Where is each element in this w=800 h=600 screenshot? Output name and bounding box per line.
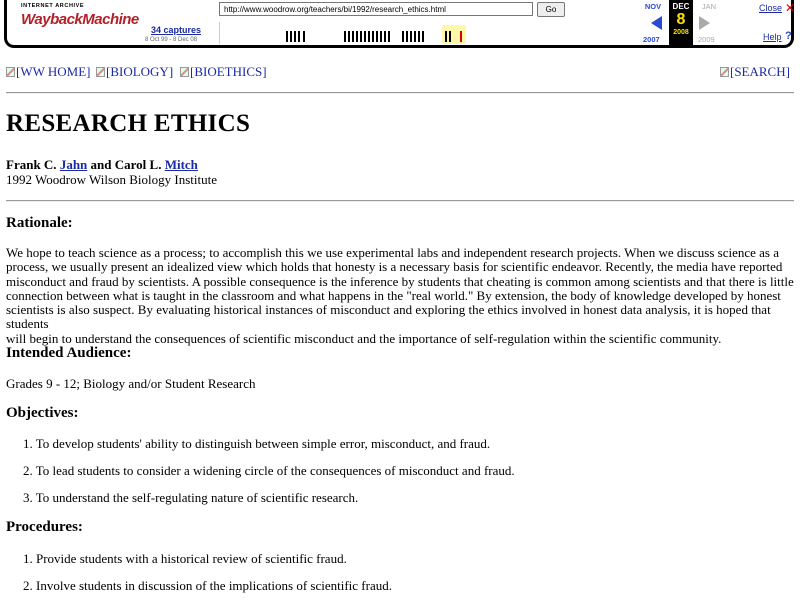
captures-range: 8 Oct 99 - 8 Dec 08 bbox=[145, 37, 198, 43]
institute-line: 1992 Woodrow Wilson Biology Institute bbox=[6, 172, 218, 187]
wayback-toolbar bbox=[4, 0, 794, 48]
timeline-tick[interactable] bbox=[422, 31, 424, 42]
timeline-tick[interactable] bbox=[372, 31, 374, 42]
nav-search-label: [SEARCH] bbox=[730, 64, 790, 79]
objective-item: 2. To lead students to consider a widening circle of the consequences of misconduct and fraud. bbox=[23, 463, 515, 478]
audience-text: Grades 9 - 12; Biology and/or Student Research bbox=[6, 376, 256, 391]
timeline-tick[interactable] bbox=[356, 31, 358, 42]
nav-biology-button[interactable] bbox=[96, 64, 173, 80]
objective-item: 1. To develop students' ability to distinguish between simple error, misconduct, and fraud. bbox=[23, 436, 491, 451]
timeline-tick[interactable] bbox=[376, 31, 378, 42]
next-year: 2009 bbox=[698, 35, 715, 44]
procedures-heading: Procedures: bbox=[6, 519, 83, 535]
logo-top-text: INTERNET ARCHIVE bbox=[21, 3, 85, 9]
close-link[interactable]: Close bbox=[759, 3, 783, 13]
rationale-paragraph bbox=[6, 246, 796, 346]
author1-name: Frank C. bbox=[6, 157, 60, 172]
help-icon[interactable]: ? bbox=[785, 30, 792, 42]
timeline-tick[interactable] bbox=[290, 31, 292, 42]
divider bbox=[6, 92, 794, 94]
timeline-tick[interactable] bbox=[352, 31, 354, 42]
timeline-tick[interactable] bbox=[360, 31, 362, 42]
procedure-item: 2. Involve students in discussion of the implications of scientific fraud. bbox=[23, 578, 392, 593]
help-link[interactable]: Help bbox=[763, 32, 782, 42]
timeline-tick-current[interactable] bbox=[460, 31, 462, 42]
nav-biology-label: [BIOLOGY] bbox=[106, 64, 174, 79]
timeline-tick[interactable] bbox=[410, 31, 412, 42]
timeline-tick[interactable] bbox=[418, 31, 420, 42]
timeline-tick[interactable] bbox=[344, 31, 346, 42]
timeline-tick[interactable] bbox=[406, 31, 408, 42]
timeline-tick[interactable] bbox=[368, 31, 370, 42]
timeline-tick[interactable] bbox=[298, 31, 300, 42]
rationale-line: will begin to understand the consequences of scientific misconduct and the importance of self-regulation within the scientific community. bbox=[6, 330, 722, 346]
close-icon[interactable]: ✕ bbox=[785, 1, 796, 15]
objectives-heading: Objectives: bbox=[6, 405, 79, 421]
timeline-tick[interactable] bbox=[303, 31, 305, 42]
timeline-tick[interactable] bbox=[348, 31, 350, 42]
rationale-line: connection between what is taught in the classroom and what happens in the "real world." By extension, the body of knowledge developed by honest bbox=[6, 287, 781, 303]
broken-image-icon bbox=[180, 67, 189, 77]
divider bbox=[6, 200, 794, 202]
nav-bioethics-label: [BIOETHICS] bbox=[190, 64, 267, 79]
rationale-heading: Rationale: bbox=[6, 215, 73, 231]
current-day: 8 bbox=[676, 11, 686, 28]
audience-heading: Intended Audience: bbox=[6, 345, 132, 361]
author2-link[interactable]: Mitch bbox=[164, 157, 198, 172]
authors-and: and Carol L. bbox=[87, 157, 165, 172]
current-month: DEC bbox=[672, 2, 690, 11]
next-month: JAN bbox=[701, 2, 717, 11]
timeline-tick[interactable] bbox=[449, 31, 451, 42]
current-capture-date bbox=[669, 0, 693, 45]
broken-image-icon bbox=[720, 67, 729, 77]
timeline-tick[interactable] bbox=[364, 31, 366, 42]
timeline-tick[interactable] bbox=[445, 31, 447, 42]
go-button[interactable]: Go bbox=[537, 2, 565, 17]
capture-timeline[interactable] bbox=[219, 22, 630, 44]
timeline-tick[interactable] bbox=[414, 31, 416, 42]
rationale-line: process, we usually present an idealized view which holds that honesty is a necessary basis for scientific endeavor. Recently, the media have reported bbox=[6, 259, 783, 275]
url-input[interactable]: http://www.woodrow.org/teachers/bi/1992/research_ethics.html bbox=[219, 2, 533, 16]
authors-line bbox=[6, 157, 198, 173]
nav-search-button[interactable] bbox=[720, 64, 790, 80]
rationale-line: We hope to teach science as a process; to accomplish this we use experimental labs and independent research projects. When we discuss science as a bbox=[6, 245, 780, 260]
timeline-tick[interactable] bbox=[388, 31, 390, 42]
nav-bioethics-button[interactable] bbox=[180, 64, 267, 80]
author1-link[interactable]: Jahn bbox=[59, 157, 88, 172]
rationale-line: misconduct and fraud by scientists. A possible consequence is the inference by students that cheating is common among scientists and that there is little bbox=[6, 273, 794, 289]
prev-year[interactable]: 2007 bbox=[643, 35, 660, 44]
objective-item: 3. To understand the self-regulating nature of scientific research. bbox=[23, 490, 359, 505]
prev-capture-arrow-icon[interactable] bbox=[651, 16, 662, 30]
broken-image-icon bbox=[6, 67, 15, 77]
logo-main-text: WaybackMachine bbox=[21, 11, 139, 28]
prev-month[interactable]: NOV bbox=[644, 2, 662, 11]
captures-link[interactable]: 34 captures bbox=[151, 25, 202, 35]
page-title: RESEARCH ETHICS bbox=[6, 110, 251, 137]
current-year: 2008 bbox=[673, 29, 689, 36]
broken-image-icon bbox=[96, 67, 105, 77]
timeline-tick[interactable] bbox=[294, 31, 296, 42]
timeline-tick[interactable] bbox=[380, 31, 382, 42]
timeline-tick[interactable] bbox=[384, 31, 386, 42]
nav-home-label: [WW HOME] bbox=[16, 64, 91, 79]
rationale-line: scientists is also suspect. By evaluating historical instances of misconduct and exploring the ethics involved in honest data analysis, it is hoped that students bbox=[6, 302, 771, 332]
timeline-tick[interactable] bbox=[286, 31, 288, 42]
next-capture-arrow-icon bbox=[699, 16, 710, 30]
timeline-tick[interactable] bbox=[402, 31, 404, 42]
wayback-logo[interactable] bbox=[21, 3, 139, 39]
procedure-item: 1. Provide students with a historical review of scientific fraud. bbox=[23, 551, 347, 566]
nav-home-button[interactable] bbox=[6, 64, 91, 80]
